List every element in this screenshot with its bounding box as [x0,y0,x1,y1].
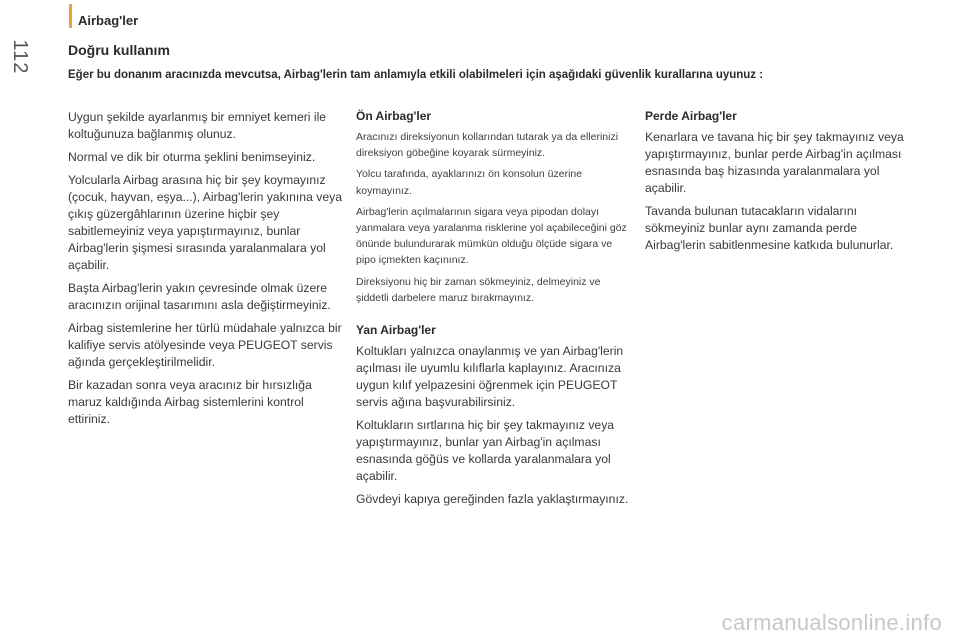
curtain-airbags-heading: Perde Airbag'ler [645,109,737,123]
paragraph: Kenarlara ve tavana hiç bir şey takmayınız veya yapıştırmayınız, bunlar perde Airbag'in açılması esnasında baş hizasında yaralanmalara yol açabilir. [645,130,904,195]
paragraph: Başta Airbag'lerin yakın çevresinde olmak üzere aracınızın orijinal tasarımını asla değiştirmeyiniz. [68,281,331,312]
paragraph: Koltukları yalnızca onaylanmış ve yan Airbag'lerin açılması ile uyumlu kılıflarla kaplayınız. Aracınıza uygun kılıf yelpazesini öğrenmek için PEUGEOT servis ağına başvurabilirsiniz. [356,344,624,410]
paragraph: Bir kazadan sonra veya aracınız bir hırsızlığa maruz kaldığında Airbag sistemlerini kontrol ettiriniz. [68,378,312,426]
accent-bar [69,4,72,28]
watermark: carmanualsonline.info [721,610,942,635]
paragraph: Yolcu tarafında, ayaklarınızı ön konsolun üzerine koymayınız. [356,168,583,197]
paragraph: Yolcularla Airbag arasına hiç bir şey koymayınız (çocuk, hayvan, eşya...), Airbag'lerin yakınına veya çıkış güzergâhlarının üzerine hiçbir şey sabitlemeyiniz veya yapıştırmayınız, bunlar Airbag'lerin şişmesi sırasında yaralanmalara yol açabilir. [68,173,342,272]
paragraph: Airbag sistemlerine her türlü müdahale yalnızca bir kalifiye servis atölyesinde veya PEUGEOT servis ağında gerçekleştirilmelidir. [68,321,342,369]
paragraph: Direksiyonu hiç bir zaman sökmeyiniz, delmeyiniz ve şiddetli darbelere maruz bırakmayınız. [356,275,601,304]
paragraph: Gövdeyi kapıya gereğinden fazla yaklaştırmayınız. [356,492,629,507]
paragraph: Koltukların sırtlarına hiç bir şey takmayınız veya yapıştırmayınız, bunlar yan Airbag'in açılması esnasında göğüs ve kollarda yaralanmalara yol açabilir. [356,418,615,484]
paragraph: Uygun şekilde ayarlanmış bir emniyet kemeri ile koltuğunuza bağlanmış olunuz. [68,110,327,141]
column-general [68,109,343,434]
column-front-side-airbags [356,109,631,514]
paragraph: Aracınızı direksiyonun kollarından tutarak ya da ellerinizi direksiyon göbeğine koyarak sürmeyiniz. [356,131,619,160]
front-airbags-heading: Ön Airbag'ler [356,109,432,123]
page-title: Doğru kullanım [68,42,170,58]
section-label: Airbag'ler [78,13,139,28]
intro-text: Eğer bu donanım aracınızda mevcutsa, Airbag'lerin tam anlamıyla etkili olabilmeleri için aşağıdaki güvenlik kurallarına uyunuz : [68,69,764,81]
side-airbags-heading: Yan Airbag'ler [356,323,436,338]
column-curtain-airbags [645,109,920,260]
page-number: 112 [9,39,31,75]
paragraph: Tavanda bulunan tutacakların vidalarını sökmeyiniz bunlar aynı zamanda perde Airbag'lerin sabitlenmesine katkıda bulunurlar. [645,204,894,252]
paragraph: Airbag'lerin açılmalarının sigara veya pipodan dolayı yanmalara veya yaralanma risklerine yol açabileceğini göz önünde bulundurarak mümkün olduğu ölçüde sigara ve pipo içmekten kaçınınız. [356,205,627,267]
paragraph: Normal ve dik bir oturma şeklini benimseyiniz. [68,150,316,164]
